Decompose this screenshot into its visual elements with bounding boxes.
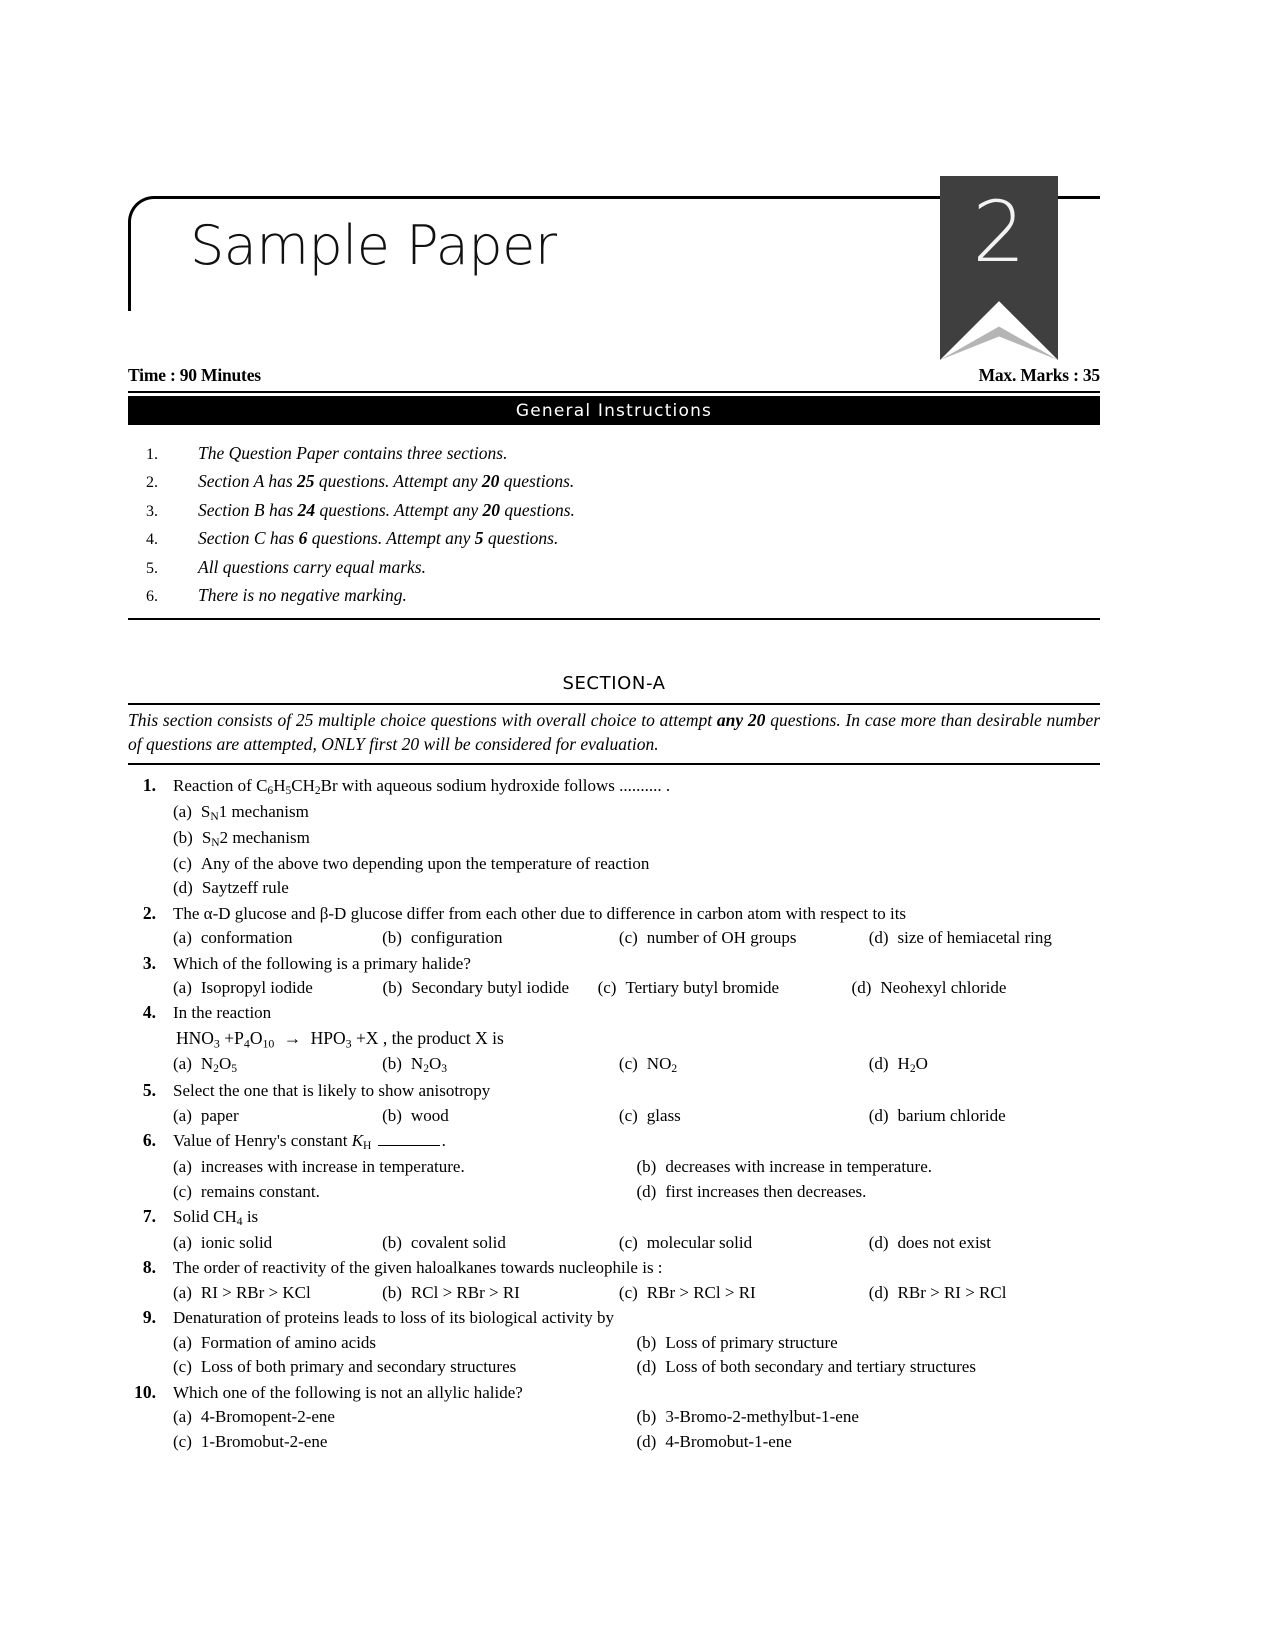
question-stem [128,901,1100,926]
question-stem [128,1255,1100,1280]
option-row [173,926,1100,950]
option-item[interactable] [869,926,1100,950]
option-label: (c) [173,1357,192,1377]
option-label: (a) [173,1407,192,1427]
option-item[interactable] [869,1231,1100,1255]
option-text: configuration [410,928,503,948]
option-label: (d) [851,977,872,997]
option-item[interactable] [173,1052,382,1078]
option-item[interactable] [869,1104,1100,1128]
instruction-text: Section B has 24 questions. Attempt any 20 questions. [198,499,575,520]
option-item[interactable] [382,1052,619,1078]
exam-meta-row [128,365,1100,386]
option-text: 4-Bromopent-2-ene [200,1407,335,1427]
option-text: Loss of primary structure [665,1332,838,1352]
option-label: (c) [618,1282,638,1302]
option-item[interactable] [637,1155,1101,1179]
question-number: 3. [142,952,156,973]
question-block [128,1078,1100,1128]
option-text: Isopropyl iodide [200,977,313,997]
option-item[interactable] [637,1331,1101,1355]
option-label: (d) [868,1282,889,1302]
option-text: RI > RBr > KCl [200,1282,311,1302]
question-stem [128,951,1100,976]
option-row [173,1180,1100,1204]
option-text: $N_2O_3$ [410,1054,448,1076]
option-row [173,1104,1100,1128]
option-text: $N_2O_5$ [200,1054,237,1076]
question-text: Reaction of $C_6H_5CH_2Br$ with aqueous sodium hydroxide follows .......... . [173,776,671,798]
option-text: Saytzeff rule [201,878,289,898]
option-text: RBr > RCl > RI [646,1282,756,1302]
option-text: Secondary butyl iodide [411,977,570,997]
option-row [173,1231,1100,1255]
section-intro: This section consists of 25 multiple choice questions with overall choice to attempt any 20 questions. In case more than desirable number of questions are attempted, ONLY first 20 will be considered for evaluation. [128,710,1101,755]
option-label: (b) [382,1105,402,1125]
option-label: (d) [868,1232,889,1252]
instruction-item [128,557,1100,579]
instruction-text: There is no negative marking. [198,584,407,605]
option-item[interactable] [619,926,869,950]
option-text: first increases then decreases. [665,1181,867,1201]
question-number: 5. [142,1080,156,1101]
option-label: (b) [382,977,403,997]
page-title: Sample Paper [190,214,557,277]
option-text: Neohexyl chloride [880,977,1007,997]
option-row [173,1355,1100,1379]
question-block [128,1204,1100,1255]
option-item[interactable] [173,1155,637,1179]
question-block [128,773,1100,901]
option-label: (d) [868,1054,889,1074]
question-text: Which of the following is a primary halide? [173,953,471,973]
option-text: glass [646,1105,681,1125]
option-row [173,1155,1100,1179]
option-row [173,1281,1100,1305]
option-label: (d) [636,1357,657,1377]
option-label: (d) [636,1431,657,1451]
option-item[interactable] [382,1231,619,1255]
option-text: Any of the above two depending upon the temperature of reaction [200,853,650,873]
section-top-divider [128,703,1100,705]
option-label: (b) [382,1282,402,1302]
question-number: 10. [134,1381,156,1402]
option-text: molecular solid [646,1232,753,1252]
option-item[interactable] [619,1052,869,1078]
instruction-text: Section A has 25 questions. Attempt any 20 questions. [198,471,575,492]
question-stem [128,1000,1100,1025]
option-label: (d) [636,1181,657,1201]
question-number: 7. [142,1206,156,1226]
option-label: (a) [173,1157,192,1177]
instruction-number: 2. [146,474,158,492]
option-text: RBr > RI > RCl [897,1282,1007,1302]
option-label: (a) [173,1054,192,1074]
option-item[interactable] [598,976,852,1000]
option-item[interactable] [173,1430,637,1454]
option-row [173,876,1100,900]
option-text: Loss of both primary and secondary structures [200,1357,517,1377]
question-stem [128,1204,1100,1231]
option-row [173,1052,1100,1078]
option-item[interactable] [637,1405,1101,1429]
question-text: Value of Henry's constant $K_H$ . [173,1131,446,1153]
option-label: (c) [618,928,638,948]
option-row [173,976,1100,1000]
instruction-number: 6. [146,587,158,605]
option-label: (b) [636,1407,657,1427]
option-label: (c) [173,1181,192,1201]
option-item[interactable] [173,800,1100,826]
instruction-text: Section C has 6 questions. Attempt any 5 questions. [198,528,559,549]
question-block [128,951,1100,1001]
question-text: Denaturation of proteins leads to loss of its biological activity by [173,1308,614,1328]
option-label: (a) [173,1105,192,1125]
option-label: (c) [173,853,192,873]
option-label: (c) [618,1105,638,1125]
option-row [173,1405,1100,1429]
instruction-item [128,443,1100,465]
option-text: does not exist [897,1232,992,1252]
instruction-text: All questions carry equal marks. [198,556,426,577]
question-block [128,1380,1100,1454]
option-text: ionic solid [200,1232,273,1252]
question-text: Which one of the following is not an allylic halide? [173,1382,523,1402]
option-label: (c) [173,1431,192,1451]
option-item[interactable] [173,1180,637,1204]
option-text: $H_2O$ [897,1054,928,1076]
instruction-item [128,585,1100,607]
option-item[interactable] [173,1405,637,1429]
option-text: $S_N1$ mechanism [200,801,309,824]
option-label: (d) [868,928,889,948]
question-stem [128,1305,1100,1330]
option-item[interactable] [637,1180,1101,1204]
option-row [173,826,1100,852]
option-row [173,1430,1100,1454]
question-stem [128,1128,1100,1155]
questions-list [128,773,1100,1454]
section-bottom-divider [128,763,1100,765]
question-text: Select the one that is likely to show anisotropy [173,1081,491,1101]
question-number: 8. [142,1257,156,1278]
instructions-list [128,443,1100,613]
option-label: (a) [173,977,192,997]
option-text: Formation of amino acids [200,1332,377,1352]
option-item[interactable] [869,1281,1100,1305]
option-text: $S_N2$ mechanism [201,827,310,849]
section-heading: SECTION-A [562,673,666,694]
option-item[interactable] [619,1231,869,1255]
option-label: (a) [173,801,192,821]
option-text: 4-Bromobut-1-ene [665,1431,792,1451]
question-number: 1. [142,775,156,795]
option-label: (b) [173,827,193,847]
question-number: 6. [142,1130,156,1151]
option-item[interactable] [173,976,383,1000]
instruction-number: 5. [146,559,158,577]
option-text: paper [200,1105,239,1125]
question-block [128,1000,1100,1078]
option-text: remains constant. [200,1181,320,1201]
option-row [173,800,1100,826]
option-item[interactable] [382,1281,619,1305]
option-label: (d) [173,878,193,898]
question-number: 2. [142,902,156,923]
question-text: In the reaction [173,1003,272,1023]
option-label: (b) [636,1157,657,1177]
time-label: Time : 90 Minutes [128,365,261,385]
option-label: (b) [382,1054,402,1074]
option-text: 1-Bromobut-2-ene [200,1431,328,1451]
question-number: 4. [142,1002,156,1023]
option-text: barium chloride [897,1105,1006,1125]
option-text: RCl > RBr > RI [410,1282,520,1302]
option-label: (b) [636,1332,657,1352]
option-text: Loss of both secondary and tertiary structures [665,1357,976,1377]
option-text: number of OH groups [646,928,797,948]
option-item[interactable] [637,1430,1101,1454]
option-item[interactable] [173,852,1100,876]
option-item[interactable] [173,826,1100,852]
question-block [128,1255,1100,1305]
option-text: size of hemiacetal ring [897,928,1052,948]
question-text: Solid $CH_4$ is [173,1207,259,1229]
question-stem [128,1078,1100,1103]
question-block [128,1128,1100,1204]
option-text: $NO_2$ [646,1054,678,1076]
option-item[interactable] [173,1355,637,1379]
option-item[interactable] [173,1281,382,1305]
paper-number: 2 [972,183,1026,281]
instructions-divider [128,618,1100,620]
option-text: Tertiary butyl bromide [625,977,780,997]
instruction-number: 1. [146,446,158,463]
option-text: 3-Bromo-2-methylbut-1-ene [665,1407,859,1427]
option-label: (c) [618,1232,638,1252]
paper-header [128,183,1100,311]
question-stem [128,773,1100,800]
option-text: increases with increase in temperature. [200,1157,465,1177]
option-item[interactable] [619,1281,869,1305]
option-item[interactable] [173,1231,382,1255]
option-label: (a) [173,1282,192,1302]
option-item[interactable] [382,1104,619,1128]
general-instructions-bar: General Instructions [128,396,1100,425]
instruction-number: 3. [146,502,158,520]
option-text: conformation [200,928,293,948]
option-label: (a) [173,1332,192,1352]
option-label: (c) [597,977,617,997]
option-item[interactable] [173,926,382,950]
option-item[interactable] [637,1355,1101,1379]
option-item[interactable] [173,876,1100,900]
option-item[interactable] [173,1104,382,1128]
option-item[interactable] [173,1331,637,1355]
meta-divider [128,391,1100,393]
option-item[interactable] [869,1052,1100,1078]
instruction-number: 4. [146,531,158,549]
instruction-item [128,528,1100,550]
option-label: (a) [173,1232,192,1252]
option-item[interactable] [619,1104,869,1128]
chemical-equation: $HNO_3 +P_4O_{10} \to HPO_3 +X$ , the product X is [176,1027,504,1051]
option-item[interactable] [382,926,619,950]
option-item[interactable] [852,976,1007,1000]
option-row [173,852,1100,876]
question-text: The order of reactivity of the given haloalkanes towards nucleophile is : [173,1258,663,1278]
question-block [128,901,1100,951]
question-text: The α-D glucose and β-D glucose differ from each other due to difference in carbon atom with respect to its [173,903,907,923]
option-label: (a) [173,928,192,948]
option-item[interactable] [383,976,598,1000]
instruction-text: The Question Paper contains three sections. [198,443,508,463]
question-equation-row [128,1026,1100,1052]
max-marks-label: Max. Marks : 35 [978,365,1100,385]
question-block [128,1305,1100,1379]
paper-number-ribbon [940,176,1058,360]
option-text: covalent solid [410,1232,506,1252]
option-label: (b) [382,1232,402,1252]
option-text: decreases with increase in temperature. [665,1157,932,1177]
question-number: 9. [142,1307,156,1328]
option-row [173,1331,1100,1355]
option-text: wood [410,1105,449,1125]
option-label: (d) [868,1105,889,1125]
option-label: (b) [382,928,402,948]
instruction-item [128,471,1100,493]
instruction-item [128,500,1100,522]
option-label: (c) [618,1054,638,1074]
question-stem [128,1380,1100,1405]
